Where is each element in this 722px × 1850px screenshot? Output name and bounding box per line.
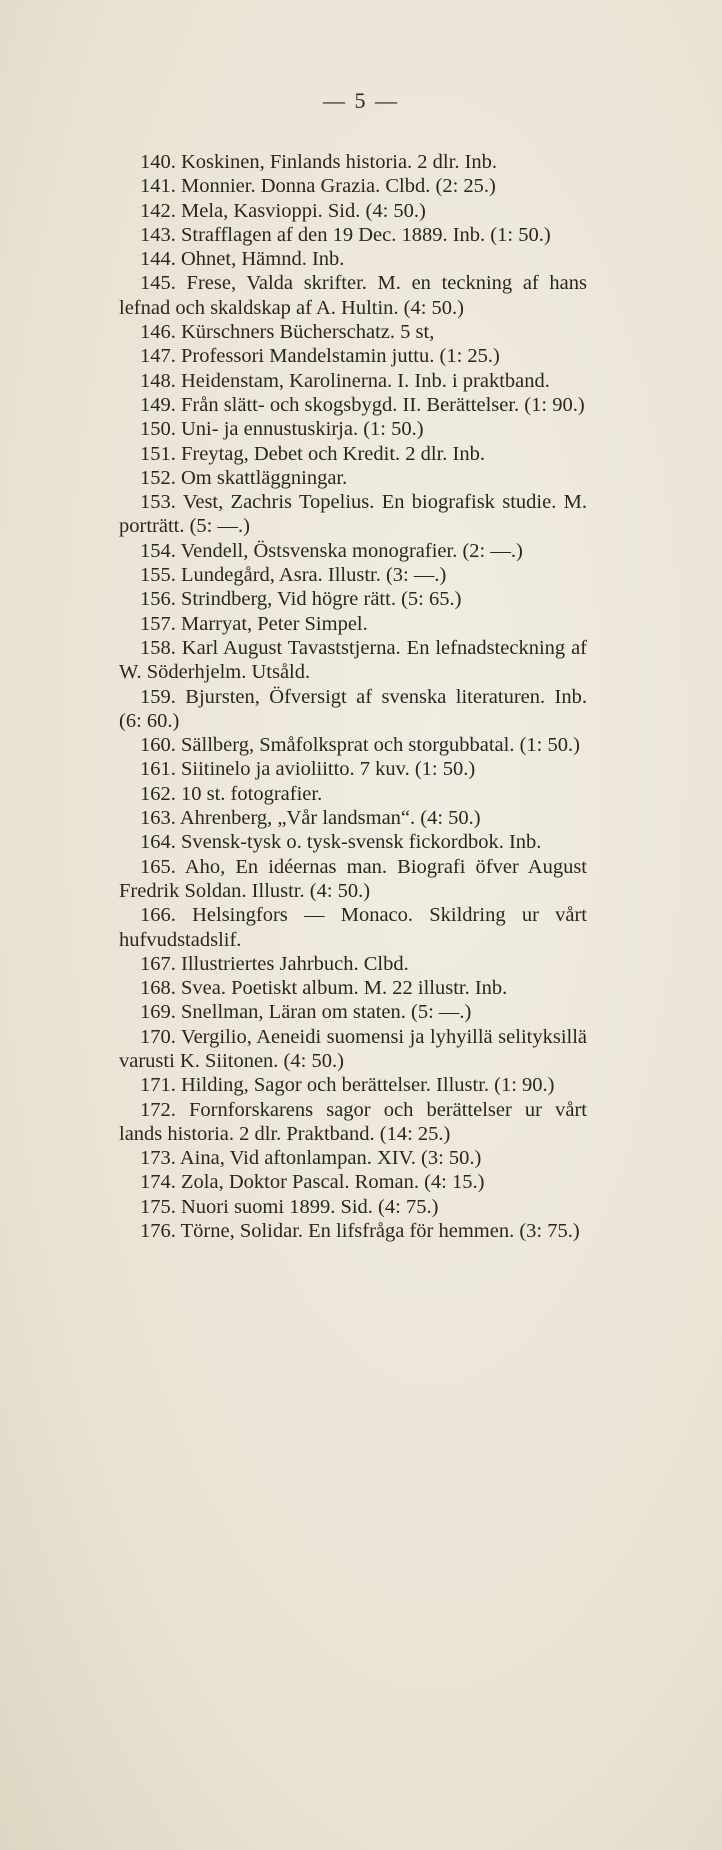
catalogue-entry: 168. Svea. Poetiskt album. M. 22 illustr. Inb. — [140, 977, 508, 1000]
catalogue-list — [119, 150, 587, 1243]
page-number: — 5 — — [323, 88, 399, 113]
catalogue-entry: 171. Hilding, Sagor och berättelser. Illustr. (1: 90.) — [140, 1074, 555, 1097]
catalogue-entry: 167. Illustriertes Jahrbuch. Clbd. — [140, 952, 409, 975]
catalogue-entry: 148. Heidenstam, Karolinerna. I. Inb. i praktband. — [140, 369, 550, 392]
catalogue-entry: 146. Kürschners Bücherschatz. 5 st, — [140, 321, 435, 344]
catalogue-entry: 141. Monnier. Donna Grazia. Clbd. (2: 25.) — [140, 175, 496, 198]
catalogue-entry: 155. Lundegård, Asra. Illustr. (3: —.) — [140, 564, 447, 587]
catalogue-entry: 140. Koskinen, Finlands historia. 2 dlr. Inb. — [140, 151, 498, 173]
catalogue-entry: 158. Karl August Tavaststjerna. En lefnadsteckning af W. Söderhjelm. Utsåld. — [119, 636, 587, 684]
catalogue-entry: 166. Helsingfors — Monaco. Skildring ur vårt hufvudstadslif. — [119, 904, 587, 951]
catalogue-entry: 142. Mela, Kasvioppi. Sid. (4: 50.) — [140, 199, 426, 222]
catalogue-entry: 170. Vergilio, Aeneidi suomensi ja lyhyillä selityksillä varusti K. Siitonen. (4: 50.) — [119, 1025, 587, 1072]
catalogue-entry: 144. Ohnet, Hämnd. Inb. — [140, 248, 345, 271]
catalogue-entry: 160. Sällberg, Småfolksprat och storgubbatal. (1: 50.) — [140, 734, 580, 757]
catalogue-entry: 164. Svensk-tysk o. tysk-svensk fickordbok. Inb. — [140, 831, 542, 854]
catalogue-entry: 145. Frese, Valda skrifter. M. en teckning af hans lefnad och skaldskap af A. Hultin. (4: 50.) — [119, 272, 587, 319]
catalogue-entry: 154. Vendell, Östsvenska monografier. (2: —.) — [140, 539, 523, 562]
catalogue-entry: 162. 10 st. fotografier. — [140, 782, 323, 805]
catalogue-entry: 172. Fornforskarens sagor och berättelser ur vårt lands historia. 2 dlr. Praktband. (14: 25.) — [119, 1098, 587, 1145]
catalogue-entry: 175. Nuori suomi 1899. Sid. (4: 75.) — [140, 1195, 439, 1218]
catalogue-entry: 161. Siitinelo ja avioliitto. 7 kuv. (1: 50.) — [140, 758, 476, 781]
catalogue-entry: 152. Om skattläggningar. — [140, 466, 348, 489]
catalogue-entry: 159. Bjursten, Öfversigt af svenska literaturen. Inb. (6: 60.) — [119, 685, 587, 732]
catalogue-entry: 169. Snellman, Läran om staten. (5: —.) — [140, 1001, 472, 1024]
catalogue-entry: 151. Freytag, Debet och Kredit. 2 dlr. Inb. — [140, 442, 486, 465]
catalogue-entry: 163. Ahrenberg, „Vår landsman“. (4: 50.) — [140, 807, 481, 830]
catalogue-entry: 153. Vest, Zachris Topelius. En biografisk studie. M. porträtt. (5: —.) — [119, 491, 587, 538]
catalogue-entry: 165. Aho, En idéernas man. Biografi öfver August Fredrik Soldan. Illustr. (4: 50.) — [119, 855, 587, 902]
catalogue-entry: 156. Strindberg, Vid högre rätt. (5: 65.) — [140, 588, 462, 611]
catalogue-entry: 176. Törne, Solidar. En lifsfråga för hemmen. (3: 75.) — [140, 1220, 580, 1243]
catalogue-entry: 174. Zola, Doktor Pascal. Roman. (4: 15.) — [140, 1171, 485, 1194]
catalogue-entry: 147. Professori Mandelstamin juttu. (1: 25.) — [140, 345, 500, 368]
catalogue-entry: 157. Marryat, Peter Simpel. — [140, 612, 368, 635]
catalogue-entry: 143. Strafflagen af den 19 Dec. 1889. Inb. (1: 50.) — [140, 223, 551, 246]
catalogue-entry: 173. Aina, Vid aftonlampan. XIV. (3: 50.) — [140, 1147, 482, 1170]
catalogue-entry: 150. Uni- ja ennustuskirja. (1: 50.) — [140, 418, 424, 441]
catalogue-entry: 149. Från slätt- och skogsbygd. II. Berättelser. (1: 90.) — [140, 393, 585, 416]
